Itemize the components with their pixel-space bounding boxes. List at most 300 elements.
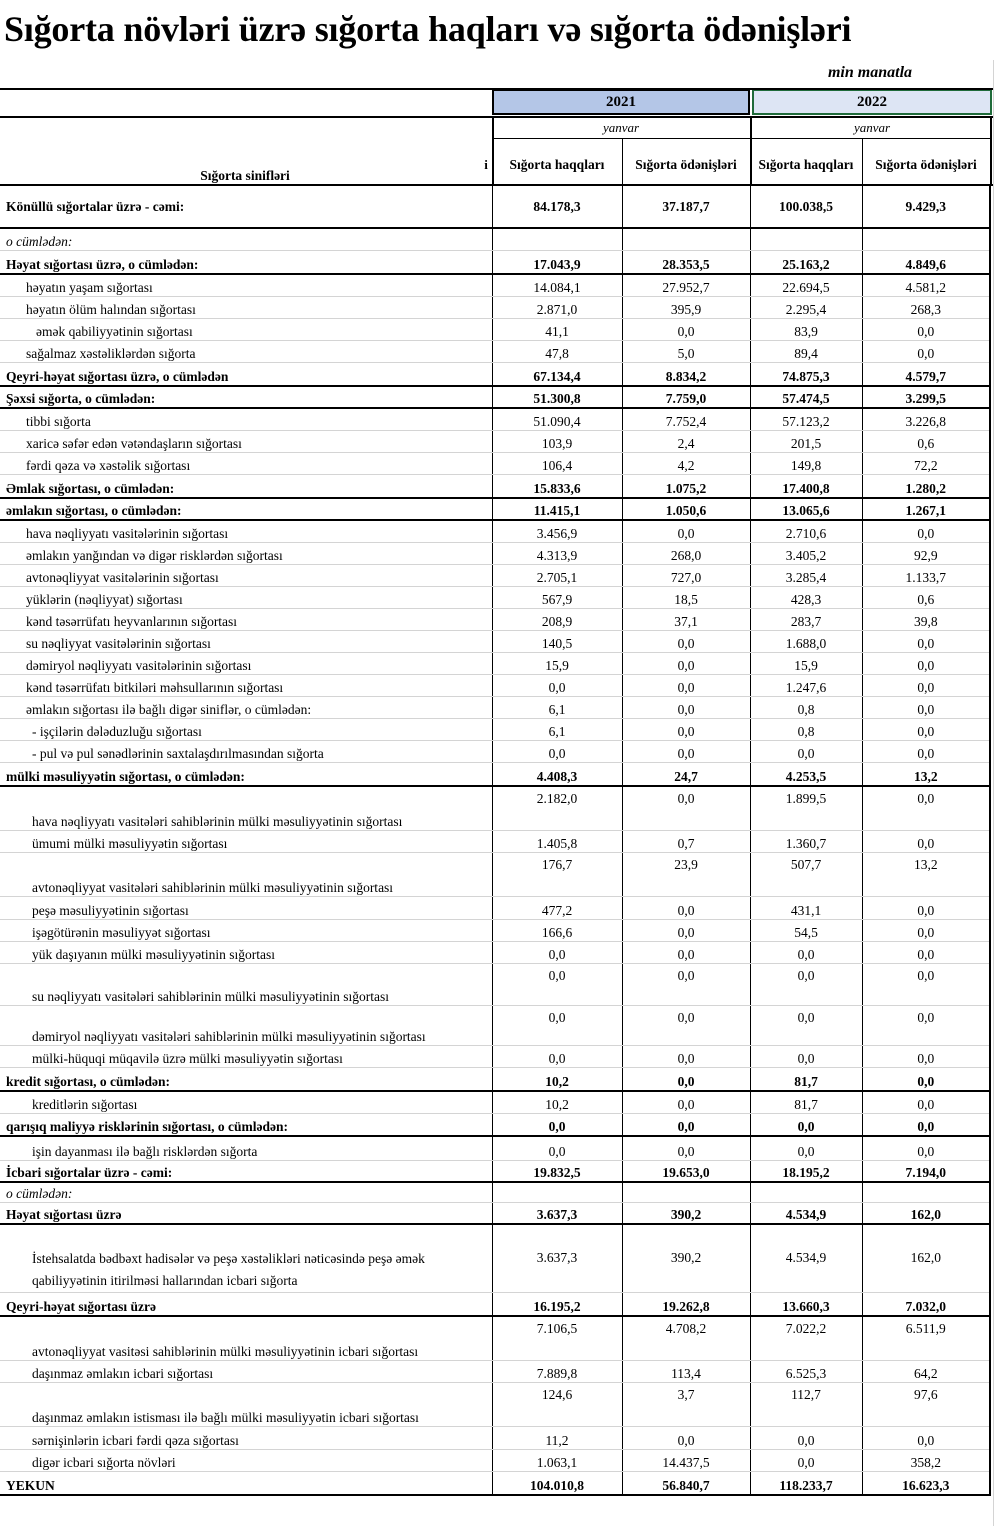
cell-premium-2022: 4.534,9	[750, 1202, 862, 1224]
table-row	[0, 1224, 990, 1292]
row-label: su nəqliyyat vasitələrinin sığortası	[0, 630, 492, 652]
class-header: Sığorta sinifləri	[200, 168, 290, 183]
cell-premium-2021: 0,0	[492, 963, 622, 1005]
cell-premium-2021	[492, 1182, 622, 1202]
cell-payment-2022: 13,2	[862, 762, 990, 786]
cell-payment-2021	[622, 1182, 750, 1202]
cell-premium-2022: 3.285,4	[750, 564, 862, 586]
cell-premium-2021: 10,2	[492, 1091, 622, 1113]
cell-payment-2021: 37,1	[622, 608, 750, 630]
cell-payment-2022: 0,0	[862, 1067, 990, 1091]
table-row	[0, 1360, 990, 1382]
cell-premium-2022: 118.233,7	[750, 1471, 862, 1495]
cell-payment-2022: 162,0	[862, 1224, 990, 1292]
cell-premium-2022: 0,8	[750, 696, 862, 718]
cell-payment-2021: 2,4	[622, 430, 750, 452]
cell-premium-2021: 14.084,1	[492, 274, 622, 296]
row-label: mülki məsuliyyətin sığortası, o cümlədən:	[0, 762, 492, 786]
unit-label: min manatla	[827, 64, 913, 81]
header-vrule-2	[622, 139, 623, 186]
cell-premium-2021: 140,5	[492, 630, 622, 652]
cell-payment-2021: 0,0	[622, 941, 750, 963]
row-label: avtonəqliyyat vasitəsi sahiblərinin mülki məsuliyyətinin icbari sığortası	[0, 1316, 492, 1360]
cell-payment-2022: 0,0	[862, 941, 990, 963]
cell-premium-2021: 10,2	[492, 1067, 622, 1091]
cell-premium-2022: 15,9	[750, 652, 862, 674]
row-label: Həyat sığortası üzrə, o cümlədən:	[0, 250, 492, 274]
cell-payment-2022: 72,2	[862, 452, 990, 474]
row-label: yük daşıyanın mülki məsuliyyətinin sığortası	[0, 941, 492, 963]
cell-payment-2022: 6.511,9	[862, 1316, 990, 1360]
cell-premium-2022: 57.123,2	[750, 408, 862, 430]
col-payment-2022: Sığorta ödənişləri	[875, 157, 977, 172]
cell-payment-2021: 0,0	[622, 652, 750, 674]
row-label: ümumi mülki məsuliyyətin sığortası	[0, 830, 492, 852]
row-label-line-1: İstehsalatda bədbəxt hadisələr və peşə xəstəlikləri nəticəsində peşə əmək	[32, 1250, 425, 1266]
cell-premium-2022: 0,0	[750, 1426, 862, 1449]
cell-payment-2021: 727,0	[622, 564, 750, 586]
cell-premium-2022: 0,0	[750, 1136, 862, 1160]
cell-payment-2021: 56.840,7	[622, 1471, 750, 1495]
cell-payment-2021: 1.075,2	[622, 474, 750, 498]
cell-premium-2021: 106,4	[492, 452, 622, 474]
header-top-rule	[0, 88, 993, 90]
cell-premium-2021: 0,0	[492, 1113, 622, 1136]
cell-payment-2022: 0,0	[862, 520, 990, 542]
row-label: əmlakın sığortası ilə bağlı digər siniflər, o cümlədən:	[0, 696, 492, 718]
cell-premium-2022	[750, 228, 862, 250]
table-row	[0, 186, 990, 228]
cell-premium-2022: 4.253,5	[750, 762, 862, 786]
cell-premium-2022: 0,8	[750, 718, 862, 740]
row-label: digər icbari sığorta növləri	[0, 1449, 492, 1471]
row-label: əmlakın yanğından və digər risklərdən sığortası	[0, 542, 492, 564]
row-label: Könüllü sığortalar üzrə - cəmi:	[0, 186, 492, 228]
table-row	[0, 408, 990, 430]
cell-payment-2022: 0,0	[862, 740, 990, 762]
month-label-2021: yanvar	[602, 120, 640, 135]
table-row	[0, 919, 990, 941]
cell-payment-2021: 0,0	[622, 1136, 750, 1160]
stray-mark: i	[484, 157, 488, 172]
table-row	[0, 474, 990, 498]
table-row	[0, 386, 990, 408]
row-label: kredit sığortası, o cümlədən:	[0, 1067, 492, 1091]
table-row	[0, 1045, 990, 1067]
cell-payment-2021: 0,0	[622, 696, 750, 718]
cell-premium-2021: 104.010,8	[492, 1471, 622, 1495]
cell-premium-2022: 4.534,9	[750, 1224, 862, 1292]
cell-payment-2021: 390,2	[622, 1224, 750, 1292]
cell-premium-2021: 176,7	[492, 852, 622, 896]
cell-payment-2021: 390,2	[622, 1202, 750, 1224]
table-row	[0, 963, 990, 1005]
cell-premium-2021: 208,9	[492, 608, 622, 630]
cell-payment-2022: 97,6	[862, 1382, 990, 1426]
cell-payment-2021: 0,0	[622, 963, 750, 1005]
row-label: avtonəqliyyat vasitələrinin sığortası	[0, 564, 492, 586]
cell-premium-2021: 11,2	[492, 1426, 622, 1449]
row-label: dəmiryol nəqliyyatı vasitələrinin sığortası	[0, 652, 492, 674]
cell-premium-2021: 0,0	[492, 1136, 622, 1160]
cell-premium-2021: 0,0	[492, 674, 622, 696]
table-row	[0, 941, 990, 963]
cell-premium-2021: 3.637,3	[492, 1202, 622, 1224]
header-vrule-5	[990, 116, 992, 186]
cell-payment-2022: 0,0	[862, 340, 990, 362]
cell-premium-2022: 18.195,2	[750, 1160, 862, 1182]
cell-payment-2021: 27.952,7	[622, 274, 750, 296]
cell-payment-2022: 4.581,2	[862, 274, 990, 296]
cell-payment-2021: 0,0	[622, 674, 750, 696]
cell-payment-2021: 4.708,2	[622, 1316, 750, 1360]
row-label: tibbi sığorta	[0, 408, 492, 430]
cell-payment-2022: 7.032,0	[862, 1292, 990, 1316]
cell-payment-2021: 19.653,0	[622, 1160, 750, 1182]
table-row	[0, 1382, 990, 1426]
cell-payment-2021: 0,0	[622, 718, 750, 740]
cell-payment-2022: 9.429,3	[862, 186, 990, 228]
col-premium-2022: Sığorta haqqları	[758, 157, 854, 172]
cell-payment-2022: 0,0	[862, 786, 990, 830]
row-label: yüklərin (nəqliyyat) sığortası	[0, 586, 492, 608]
row-label: - işçilərin dələduzluğu sığortası	[0, 718, 492, 740]
table-row	[0, 228, 990, 250]
cell-payment-2022: 0,0	[862, 919, 990, 941]
cell-payment-2022	[862, 1182, 990, 1202]
row-label: fərdi qəza və xəstəlik sığortası	[0, 452, 492, 474]
cell-payment-2022: 0,0	[862, 1091, 990, 1113]
row-label: Şəxsi sığorta, o cümlədən:	[0, 386, 492, 408]
cell-premium-2022: 6.525,3	[750, 1360, 862, 1382]
cell-payment-2022: 268,3	[862, 296, 990, 318]
cell-premium-2022: 431,1	[750, 896, 862, 919]
cell-premium-2022: 428,3	[750, 586, 862, 608]
cell-premium-2021: 84.178,3	[492, 186, 622, 228]
cell-payment-2022: 358,2	[862, 1449, 990, 1471]
cell-payment-2021: 0,0	[622, 1113, 750, 1136]
cell-premium-2021: 2.705,1	[492, 564, 622, 586]
cell-payment-2021: 7.759,0	[622, 386, 750, 408]
cell-premium-2022: 22.694,5	[750, 274, 862, 296]
table-row	[0, 498, 990, 520]
cell-payment-2021: 0,0	[622, 520, 750, 542]
cell-payment-2021: 28.353,5	[622, 250, 750, 274]
cell-payment-2021: 4,2	[622, 452, 750, 474]
cell-payment-2022: 1.133,7	[862, 564, 990, 586]
cell-premium-2022: 3.405,2	[750, 542, 862, 564]
header-month-rule	[492, 138, 992, 139]
cell-premium-2022: 13.660,3	[750, 1292, 862, 1316]
cell-payment-2022: 16.623,3	[862, 1471, 990, 1495]
sheet-gridline	[993, 60, 994, 1526]
cell-payment-2021: 268,0	[622, 542, 750, 564]
cell-payment-2022: 4.579,7	[862, 362, 990, 386]
cell-premium-2022: 0,0	[750, 1113, 862, 1136]
table-row	[0, 452, 990, 474]
cell-premium-2021: 477,2	[492, 896, 622, 919]
cell-premium-2022: 0,0	[750, 740, 862, 762]
cell-payment-2022: 0,0	[862, 696, 990, 718]
cell-premium-2021: 67.134,4	[492, 362, 622, 386]
table-row	[0, 520, 990, 542]
cell-payment-2022: 0,0	[862, 1426, 990, 1449]
cell-premium-2022: 0,0	[750, 941, 862, 963]
row-label: xaricə səfər edən vətəndaşların sığortası	[0, 430, 492, 452]
cell-premium-2021: 6,1	[492, 718, 622, 740]
cell-payment-2022: 0,0	[862, 630, 990, 652]
cell-payment-2021: 0,7	[622, 830, 750, 852]
cell-payment-2022: 0,0	[862, 674, 990, 696]
cell-payment-2022: 7.194,0	[862, 1160, 990, 1182]
cell-premium-2022: 17.400,8	[750, 474, 862, 498]
row-label: hava nəqliyyatı vasitələrinin sığortası	[0, 520, 492, 542]
cell-premium-2021: 2.871,0	[492, 296, 622, 318]
cell-payment-2021: 0,0	[622, 1426, 750, 1449]
row-label: işin dayanması ilə bağlı risklərdən sığorta	[0, 1136, 492, 1160]
cell-premium-2022: 1.360,7	[750, 830, 862, 852]
table-row	[0, 1316, 990, 1360]
row-label: Qeyri-həyat sığortası üzrə	[0, 1292, 492, 1316]
cell-premium-2021	[492, 228, 622, 250]
cell-payment-2021: 0,0	[622, 919, 750, 941]
cell-payment-2021: 7.752,4	[622, 408, 750, 430]
cell-payment-2022: 1.267,1	[862, 498, 990, 520]
cell-payment-2022: 13,2	[862, 852, 990, 896]
cell-payment-2022: 162,0	[862, 1202, 990, 1224]
cell-premium-2021: 0,0	[492, 740, 622, 762]
cell-payment-2022: 92,9	[862, 542, 990, 564]
cell-payment-2021: 0,0	[622, 1067, 750, 1091]
cell-premium-2021: 7.106,5	[492, 1316, 622, 1360]
row-label: əmlakın sığortası, o cümlədən:	[0, 498, 492, 520]
cell-payment-2021: 0,0	[622, 786, 750, 830]
cell-payment-2021: 0,0	[622, 1005, 750, 1045]
cell-premium-2021: 51.300,8	[492, 386, 622, 408]
cell-premium-2021: 1.063,1	[492, 1449, 622, 1471]
cell-payment-2022: 64,2	[862, 1360, 990, 1382]
cell-premium-2021: 16.195,2	[492, 1292, 622, 1316]
cell-payment-2022: 1.280,2	[862, 474, 990, 498]
table-row	[0, 274, 990, 296]
cell-premium-2021: 567,9	[492, 586, 622, 608]
cell-payment-2022	[862, 228, 990, 250]
table-row	[0, 1182, 990, 1202]
header-vrule-4	[862, 139, 863, 186]
table-row	[0, 1113, 990, 1136]
cell-payment-2022: 0,0	[862, 963, 990, 1005]
cell-premium-2021: 51.090,4	[492, 408, 622, 430]
row-label: əmək qabiliyyətinin sığortası	[0, 318, 492, 340]
cell-payment-2022: 0,0	[862, 1045, 990, 1067]
cell-premium-2021: 3.456,9	[492, 520, 622, 542]
table-row	[0, 340, 990, 362]
cell-premium-2022: 74.875,3	[750, 362, 862, 386]
cell-premium-2021: 4.313,9	[492, 542, 622, 564]
cell-payment-2022: 39,8	[862, 608, 990, 630]
table-row	[0, 296, 990, 318]
page-title: Sığorta növləri üzrə sığorta haqları və sığorta ödənişləri	[4, 9, 852, 49]
cell-premium-2021: 103,9	[492, 430, 622, 452]
row-label: mülki-hüquqi müqavilə üzrə mülki məsuliyyətin sığortası	[0, 1045, 492, 1067]
table-row	[0, 1136, 990, 1160]
year-header-2022[interactable]: 2022	[752, 89, 992, 115]
cell-premium-2021: 17.043,9	[492, 250, 622, 274]
table-row	[0, 718, 990, 740]
row-label: hava nəqliyyatı vasitələri sahiblərinin mülki məsuliyyətinin sığortası	[0, 786, 492, 830]
table-row	[0, 1067, 990, 1091]
table-row	[0, 250, 990, 274]
table-row	[0, 740, 990, 762]
cell-payment-2022: 3.226,8	[862, 408, 990, 430]
table-row	[0, 762, 990, 786]
month-label-2022: yanvar	[853, 120, 891, 135]
table-row	[0, 896, 990, 919]
cell-premium-2022: 7.022,2	[750, 1316, 862, 1360]
cell-payment-2021: 24,7	[622, 762, 750, 786]
row-label: - pul və pul sənədlərinin saxtalaşdırılmasından sığorta	[0, 740, 492, 762]
header-mid-rule	[0, 116, 993, 118]
table-row	[0, 696, 990, 718]
table-row	[0, 362, 990, 386]
cell-payment-2021: 5,0	[622, 340, 750, 362]
table-row	[0, 1471, 990, 1495]
cell-premium-2021: 7.889,8	[492, 1360, 622, 1382]
cell-premium-2021: 15,9	[492, 652, 622, 674]
cell-premium-2022: 81,7	[750, 1067, 862, 1091]
insurance-table	[0, 186, 991, 1496]
cell-premium-2022	[750, 1182, 862, 1202]
table-row	[0, 608, 990, 630]
cell-premium-2022: 0,0	[750, 1005, 862, 1045]
row-label: peşə məsuliyyətinin sığortası	[0, 896, 492, 919]
table-row	[0, 564, 990, 586]
col-premium-2021: Sığorta haqqları	[509, 157, 605, 172]
cell-payment-2021: 19.262,8	[622, 1292, 750, 1316]
cell-premium-2022: 83,9	[750, 318, 862, 340]
row-label: həyatın yaşam sığortası	[0, 274, 492, 296]
cell-premium-2021: 41,1	[492, 318, 622, 340]
cell-premium-2021: 11.415,1	[492, 498, 622, 520]
table-row	[0, 652, 990, 674]
cell-payment-2021: 0,0	[622, 630, 750, 652]
row-label: sağalmaz xəstəliklərdən sığorta	[0, 340, 492, 362]
cell-payment-2022: 0,0	[862, 1113, 990, 1136]
table-row	[0, 318, 990, 340]
cell-premium-2022: 1.899,5	[750, 786, 862, 830]
cell-premium-2021: 47,8	[492, 340, 622, 362]
row-label: o cümlədən:	[0, 1182, 492, 1202]
cell-payment-2022: 3.299,5	[862, 386, 990, 408]
table-row	[0, 1091, 990, 1113]
cell-payment-2022: 0,0	[862, 318, 990, 340]
cell-premium-2022: 57.474,5	[750, 386, 862, 408]
header-vrule-1	[492, 116, 494, 186]
cell-premium-2022: 507,7	[750, 852, 862, 896]
cell-premium-2022: 1.688,0	[750, 630, 862, 652]
table-row	[0, 542, 990, 564]
cell-payment-2022: 0,0	[862, 718, 990, 740]
row-label: sərnişinlərin icbari fərdi qəza sığortası	[0, 1426, 492, 1449]
cell-payment-2021: 37.187,7	[622, 186, 750, 228]
cell-premium-2021: 0,0	[492, 1045, 622, 1067]
cell-premium-2022: 13.065,6	[750, 498, 862, 520]
cell-payment-2021: 14.437,5	[622, 1449, 750, 1471]
cell-payment-2022: 0,0	[862, 1136, 990, 1160]
row-label: kənd təsərrüfatı bitkiləri məhsullarının sığortası	[0, 674, 492, 696]
cell-premium-2021: 1.405,8	[492, 830, 622, 852]
row-label: Həyat sığortası üzrə	[0, 1202, 492, 1224]
table-row	[0, 1160, 990, 1182]
table-row	[0, 1292, 990, 1316]
row-label: İcbari sığortalar üzrə - cəmi:	[0, 1160, 492, 1182]
cell-premium-2021: 6,1	[492, 696, 622, 718]
row-label: kənd təsərrüfatı heyvanlarının sığortası	[0, 608, 492, 630]
row-label: həyatın ölüm halından sığortası	[0, 296, 492, 318]
cell-payment-2022: 0,0	[862, 652, 990, 674]
cell-payment-2022: 0,0	[862, 1005, 990, 1045]
cell-premium-2022: 0,0	[750, 1045, 862, 1067]
table-row	[0, 1202, 990, 1224]
cell-payment-2021: 0,0	[622, 318, 750, 340]
cell-payment-2022: 4.849,6	[862, 250, 990, 274]
cell-payment-2022: 0,0	[862, 830, 990, 852]
cell-payment-2021: 8.834,2	[622, 362, 750, 386]
cell-premium-2021: 166,6	[492, 919, 622, 941]
cell-payment-2021: 0,0	[622, 896, 750, 919]
cell-premium-2022: 0,0	[750, 963, 862, 1005]
table-row	[0, 674, 990, 696]
cell-premium-2022: 54,5	[750, 919, 862, 941]
cell-payment-2021: 23,9	[622, 852, 750, 896]
table-row	[0, 852, 990, 896]
cell-payment-2022: 0,6	[862, 430, 990, 452]
row-label-line-2: qabiliyyətinin itirilməsi hallarından icbari sığorta	[32, 1272, 298, 1288]
cell-payment-2021: 0,0	[622, 740, 750, 762]
row-label: işəgötürənin məsuliyyət sığortası	[0, 919, 492, 941]
row-label: avtonəqliyyat vasitələri sahiblərinin mülki məsuliyyətinin sığortası	[0, 852, 492, 896]
row-label: YEKUN	[0, 1471, 492, 1495]
row-label: dəmiryol nəqliyyatı vasitələri sahiblərinin mülki məsuliyyətinin sığortası	[0, 1005, 492, 1045]
cell-premium-2022: 112,7	[750, 1382, 862, 1426]
cell-payment-2021: 0,0	[622, 1045, 750, 1067]
cell-premium-2022: 1.247,6	[750, 674, 862, 696]
cell-premium-2022: 201,5	[750, 430, 862, 452]
cell-premium-2022: 25.163,2	[750, 250, 862, 274]
row-label: daşınmaz əmlakın icbari sığortası	[0, 1360, 492, 1382]
row-label: Əmlak sığortası, o cümlədən:	[0, 474, 492, 498]
cell-payment-2021: 0,0	[622, 1091, 750, 1113]
cell-premium-2021: 124,6	[492, 1382, 622, 1426]
cell-premium-2022: 81,7	[750, 1091, 862, 1113]
cell-payment-2022: 0,6	[862, 586, 990, 608]
cell-premium-2022: 89,4	[750, 340, 862, 362]
cell-premium-2021: 3.637,3	[492, 1224, 622, 1292]
table-row	[0, 1426, 990, 1449]
cell-payment-2021: 3,7	[622, 1382, 750, 1426]
row-label: qarışıq maliyyə risklərinin sığortası, o cümlədən:	[0, 1113, 492, 1136]
cell-premium-2021: 2.182,0	[492, 786, 622, 830]
cell-payment-2022: 0,0	[862, 896, 990, 919]
cell-premium-2021: 19.832,5	[492, 1160, 622, 1182]
row-label: Qeyri-həyat sığortası üzrə, o cümlədən	[0, 362, 492, 386]
table-row	[0, 1449, 990, 1471]
row-label: kreditlərin sığortası	[0, 1091, 492, 1113]
cell-premium-2022: 100.038,5	[750, 186, 862, 228]
cell-payment-2021: 18,5	[622, 586, 750, 608]
cell-premium-2021: 0,0	[492, 941, 622, 963]
cell-payment-2021: 395,9	[622, 296, 750, 318]
